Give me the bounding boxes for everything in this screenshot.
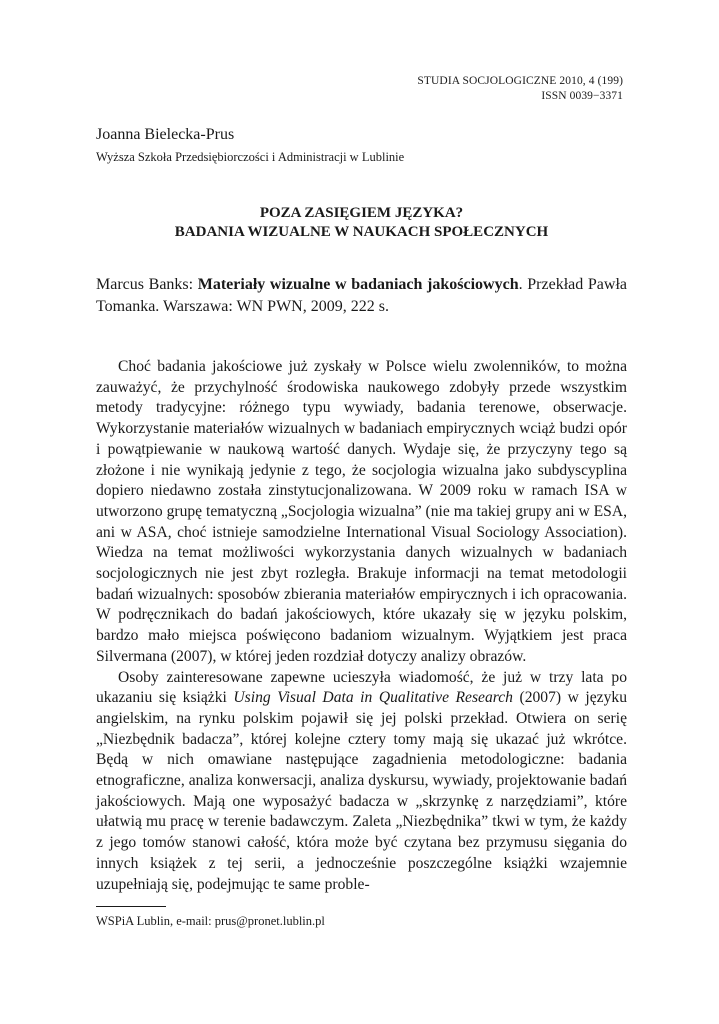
paragraph-2 xyxy=(96,668,627,896)
title-line-2: BADANIA WIZUALNE W NAUKACH SPOŁECZNYCH xyxy=(174,224,549,240)
journal-issn: ISSN 0039−3371 xyxy=(541,90,623,102)
author-affiliation: Wyższa Szkoła Przedsiębiorczości i Administracji w Lublinie xyxy=(96,150,405,164)
paragraph-2-rest: (2007) w języku angielskim, na rynku polskim pojawił się jej polski przekład. Otwiera on serię „Niezbędnik badacza”, której kolejne cztery tomy mają się ukazać już wkrótce. Będą w nich omawiane następujące zagadnienia metodologiczne: badania etnograficzne, analiza konwersacji, analiza dyskursu, wywiady, projektowanie badań jakościowych. Mają one wyposażyć badacza w „skrzynkę z narzędziami”, które ułatwią mu pracę w terenie badawczym. Zaleta „Niezbędnika” tkwi w tym, że każdy z jego tomów stanowi całość, która może być czytana bez przymusu sięgania do innych książek z tej serii, a jednocześnie poszczególne książki wzajemnie uzupełniają się, podejmując te same proble- xyxy=(96,689,627,893)
footnote-divider xyxy=(96,906,166,907)
article-body xyxy=(96,357,627,895)
reviewed-book-citation xyxy=(96,274,627,318)
reviewed-book-title: Materiały wizualne w badaniach jakościowych xyxy=(197,276,519,293)
footnote: WSPiA Lublin, e-mail: prus@pronet.lublin.pl xyxy=(96,914,325,928)
title-line-1: POZA ZASIĘGIEM JĘZYKA? xyxy=(259,205,464,221)
paragraph-1: Choć badania jakościowe już zyskały w Polsce wielu zwolenników, to można zauważyć, że przychylność środowiska naukowego zdobyły przede wszystkim metody tradycyjne: różnego typu wywiady, badania terenowe, obserwacje. Wykorzystanie materiałów wizualnych w badaniach empirycznych wciąż budzi opór i powątpiewanie w naukową wartość danych. Wydaje się, że przyczyny tego są złożone i nie wynikają jedynie z tego, że socjologia wizualna jako subdyscyplina dopiero niedawno została zinstytucjonalizowana. W 2009 roku w ramach ISA w utworzono grupę tematyczną „Socjologia wizualna” (nie ma takiej grupy ani w ESA, ani w ASA, choć istnieje samodzielne International Visual Sociology Association). Wiedza na temat możliwości wykorzystania danych wizualnych w badaniach socjologicznych nie jest zbyt rozległa. Brakuje informacji na temat metodologii badań wizualnych: sposobów zbierania materiałów empirycznych i ich opracowania. W podręcznikach do badań jakościowych, które ukazały się w języku polskim, bardzo mało miejsca poświęcono badaniom wizualnym. Wyjątkiem jest praca Silvermana (2007), w której jeden rozdział dotyczy analizy obrazów. xyxy=(96,358,627,665)
article-title xyxy=(96,204,627,242)
original-book-title: Using Visual Data in Qualitative Research xyxy=(233,689,513,707)
reviewed-book-author: Marcus Banks: xyxy=(96,276,198,293)
paragraph-2-intro: Osoby zainteresowane zapewne ucieszyła wiadomość, że już w trzy lata po ukazaniu się książki xyxy=(96,668,627,707)
author-name: Joanna Bielecka-Prus xyxy=(96,126,235,143)
reviewed-book-details: . Przekład Pawła Tomanka. Warszawa: WN PWN, 2009, 222 s. xyxy=(96,276,628,315)
journal-citation: STUDIA SOCJOLOGICZNE 2010, 4 (199) xyxy=(417,75,623,87)
journal-header xyxy=(417,74,623,104)
